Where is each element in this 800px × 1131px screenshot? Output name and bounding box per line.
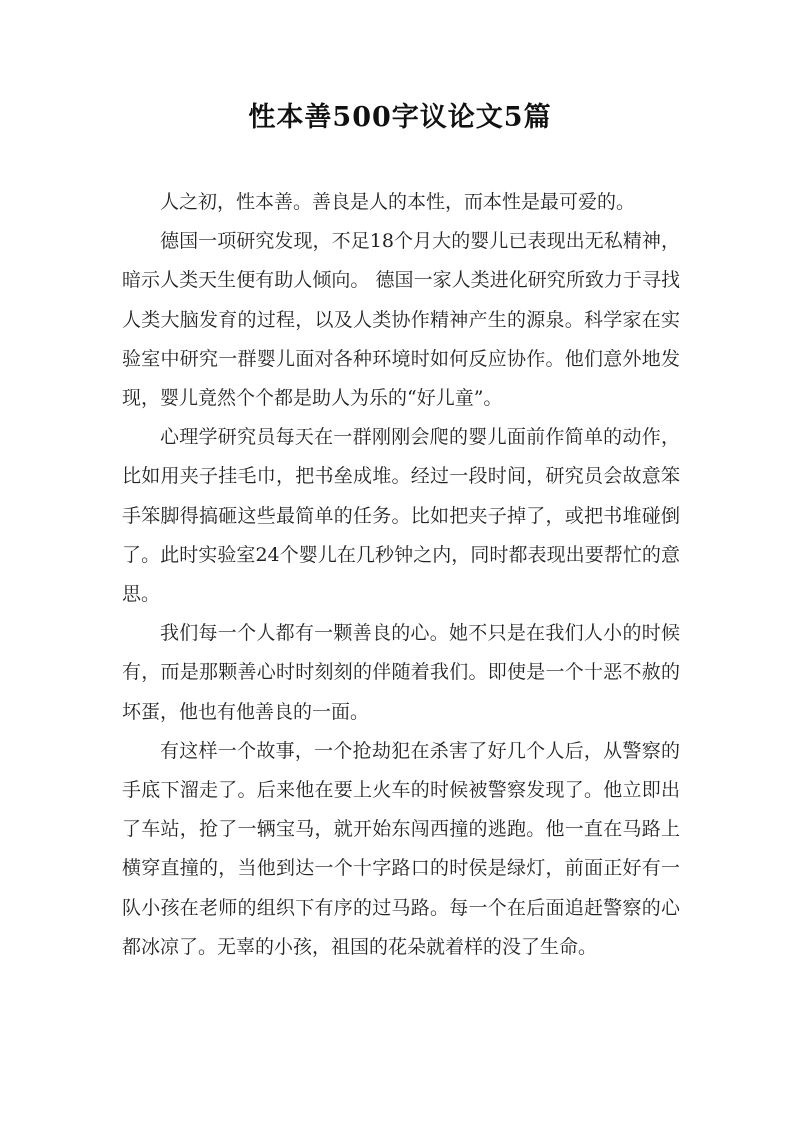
document-body bbox=[122, 183, 680, 967]
paragraph: 德国一项研究发现，不足18个月大的婴儿已表现出无私精神，暗示人类天生便有助人倾向。 德国一家人类进化研究所致力于寻找人类大脑发育的过程，以及人类协作精神产生的源泉。科学家在实验室中研究一群婴儿面对各种环境时如何反应协作。他们意外地发现，婴儿竟然个个都是助人为乐的“好儿童”。 bbox=[122, 230, 680, 410]
paragraph: 我们每一个人都有一颗善良的心。她不只是在我们人小的时候有，而是那颗善心时时刻刻的伴随着我们。即使是一个十恶不赦的坏蛋，他也有他善良的一面。 bbox=[122, 622, 680, 723]
paragraph: 人之初，性本善。善良是人的本性，而本性是最可爱的。 bbox=[160, 191, 636, 213]
document-title: 性本善500字议论文5篇 bbox=[248, 102, 552, 133]
paragraph: 有这样一个故事，一个抢劫犯在杀害了好几个人后，从警察的手底下溜走了。后来他在要上火车的时候被警察发现了。他立即出了车站，抢了一辆宝马，就开始东闯西撞的逃跑。他一直在马路上横穿直撞的，当他到达一个十字路口的时侯是绿灯，前面正好有一队小孩在老师的组织下有序的过马路。每一个在后面追赶警察的心都冰凉了。无辜的小孩，祖国的花朵就着样的没了生命。 bbox=[122, 739, 680, 958]
paragraph: 心理学研究员每天在一群刚刚会爬的婴儿面前作简单的动作，比如用夹子挂毛巾，把书垒成堆。经过一段时间，研究员会故意笨手笨脚得搞砸这些最简单的任务。比如把夹子掉了，或把书堆碰倒了。此时实验室24个婴儿在几秒钟之内，同时都表现出要帮忙的意思。 bbox=[122, 426, 680, 606]
